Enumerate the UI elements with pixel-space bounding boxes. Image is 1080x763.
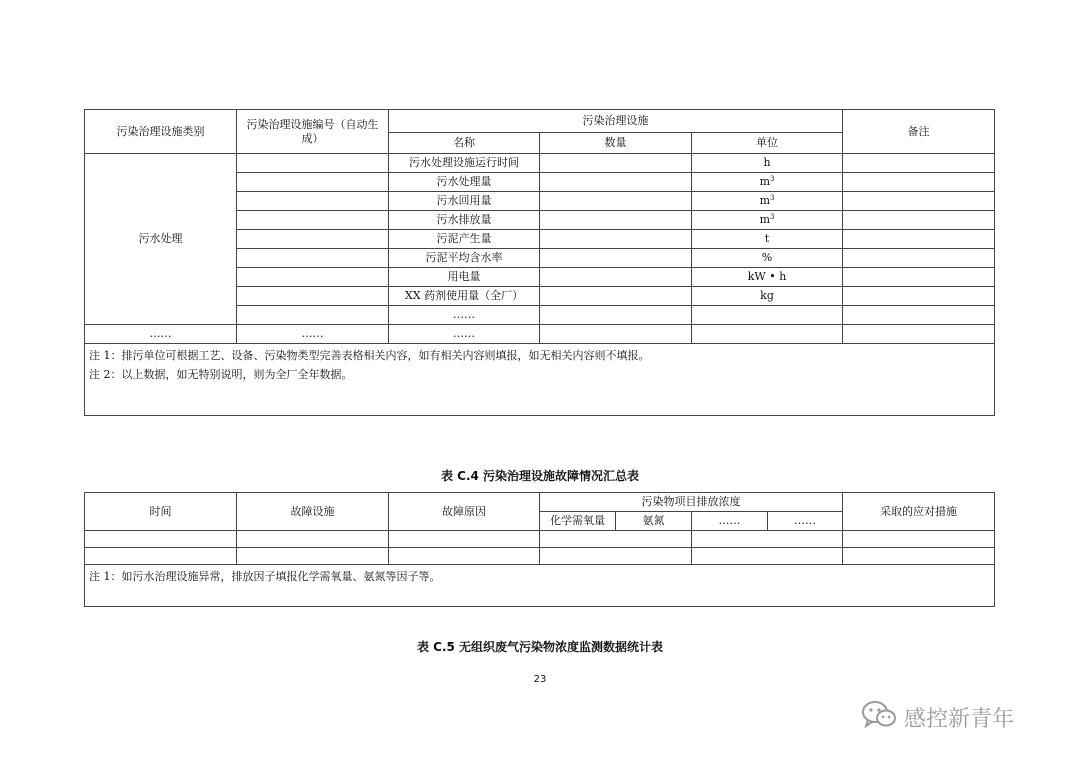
table-cell — [540, 548, 692, 565]
unit-cell: t — [692, 230, 843, 249]
item-name: 污水排放量 — [389, 211, 540, 230]
unit-cell — [692, 306, 843, 325]
quantity-cell — [540, 287, 692, 306]
unit-cell: $m^3$ — [692, 192, 843, 211]
header-fault-reason: 故障原因 — [389, 493, 540, 531]
quantity-cell — [540, 211, 692, 230]
header-time: 时间 — [85, 493, 237, 531]
facility-fault-table — [84, 492, 995, 607]
item-name: 污水回用量 — [389, 192, 540, 211]
watermark-text: 感控新青年 — [904, 706, 1015, 732]
remark-cell — [843, 306, 995, 325]
header-name: 名称 — [389, 133, 540, 154]
remark-cell — [843, 268, 995, 287]
wechat-icon — [860, 699, 898, 735]
table-cell — [237, 548, 389, 565]
header-cod: 化学需氧量 — [540, 512, 616, 531]
table-caption: 表 C.5 无组织废气污染物浓度监测数据统计表 — [416, 640, 664, 654]
quantity-cell — [540, 306, 692, 325]
note-line: 注 1：如污水治理设施异常，排放因子填报化学需氧量、氨氮等因子等。 — [89, 570, 441, 583]
facility-id-cell: …… — [237, 325, 389, 344]
header-facility: 污染治理设施 — [389, 110, 843, 133]
remark-cell — [843, 287, 995, 306]
item-name: 污泥平均含水率 — [389, 249, 540, 268]
remark-cell — [843, 173, 995, 192]
table-cell — [540, 531, 692, 548]
table-cell — [843, 531, 995, 548]
quantity-cell — [540, 192, 692, 211]
facility-id-cell — [237, 173, 389, 192]
watermark — [860, 700, 1014, 734]
header-fault-facility: 故障设施 — [237, 493, 389, 531]
note-line: 注 2：以上数据，如无特别说明，则为全厂全年数据。 — [89, 368, 353, 381]
remark-cell — [843, 325, 995, 344]
table-caption: 表 C.4 污染治理设施故障情况汇总表 — [440, 469, 640, 483]
table-cell — [85, 531, 237, 548]
header-pollutant-conc: 污染物项目排放浓度 — [540, 493, 843, 512]
header-facility-id: 污染治理设施编号（自动生成） — [237, 110, 389, 154]
facility-id-cell — [237, 249, 389, 268]
facility-id-cell — [237, 287, 389, 306]
unit-cell: kg — [692, 287, 843, 306]
header-quantity: 数量 — [540, 133, 692, 154]
remark-cell — [843, 154, 995, 173]
facility-id-cell — [237, 192, 389, 211]
remark-cell — [843, 249, 995, 268]
header-ammonia: 氨氮 — [616, 512, 692, 531]
header-measures: 采取的应对措施 — [843, 493, 995, 531]
unit-cell — [692, 325, 843, 344]
unit-cell: $m^3$ — [692, 211, 843, 230]
table-notes — [85, 344, 995, 416]
unit-cell: $m^3$ — [692, 173, 843, 192]
remark-cell — [843, 192, 995, 211]
unit-cell: kW • h — [692, 268, 843, 287]
unit-cell: % — [692, 249, 843, 268]
table-cell — [692, 531, 843, 548]
item-name: 用电量 — [389, 268, 540, 287]
category-cell: 污水处理 — [85, 154, 237, 325]
table-cell — [237, 531, 389, 548]
header-etc: …… — [692, 512, 768, 531]
quantity-cell — [540, 230, 692, 249]
facility-id-cell — [237, 154, 389, 173]
table-cell — [389, 531, 540, 548]
remark-cell — [843, 211, 995, 230]
note-line: 注 1：排污单位可根据工艺、设备、污染物类型完善表格相关内容，如有相关内容则填报，如无相关内容则不填报。 — [89, 349, 650, 362]
facility-id-cell — [237, 211, 389, 230]
item-name: …… — [389, 306, 540, 325]
facility-id-cell — [237, 306, 389, 325]
item-name: …… — [389, 325, 540, 344]
item-name: 污水处理设施运行时间 — [389, 154, 540, 173]
table-notes — [85, 565, 995, 607]
table-cell — [85, 548, 237, 565]
category-cell: …… — [85, 325, 237, 344]
quantity-cell — [540, 249, 692, 268]
facility-operation-table — [84, 109, 995, 416]
remark-cell — [843, 230, 995, 249]
item-name: XX 药剂使用量（全厂） — [389, 287, 540, 306]
facility-id-cell — [237, 268, 389, 287]
header-etc: …… — [768, 512, 843, 531]
table-cell — [389, 548, 540, 565]
header-category: 污染治理设施类别 — [85, 110, 237, 154]
table-cell — [843, 548, 995, 565]
quantity-cell — [540, 154, 692, 173]
quantity-cell — [540, 268, 692, 287]
header-remark: 备注 — [843, 110, 995, 154]
header-unit: 单位 — [692, 133, 843, 154]
facility-id-cell — [237, 230, 389, 249]
page-number: 23 — [533, 674, 547, 685]
item-name: 污水处理量 — [389, 173, 540, 192]
item-name: 污泥产生量 — [389, 230, 540, 249]
quantity-cell — [540, 173, 692, 192]
unit-cell: h — [692, 154, 843, 173]
quantity-cell — [540, 325, 692, 344]
table-cell — [692, 548, 843, 565]
